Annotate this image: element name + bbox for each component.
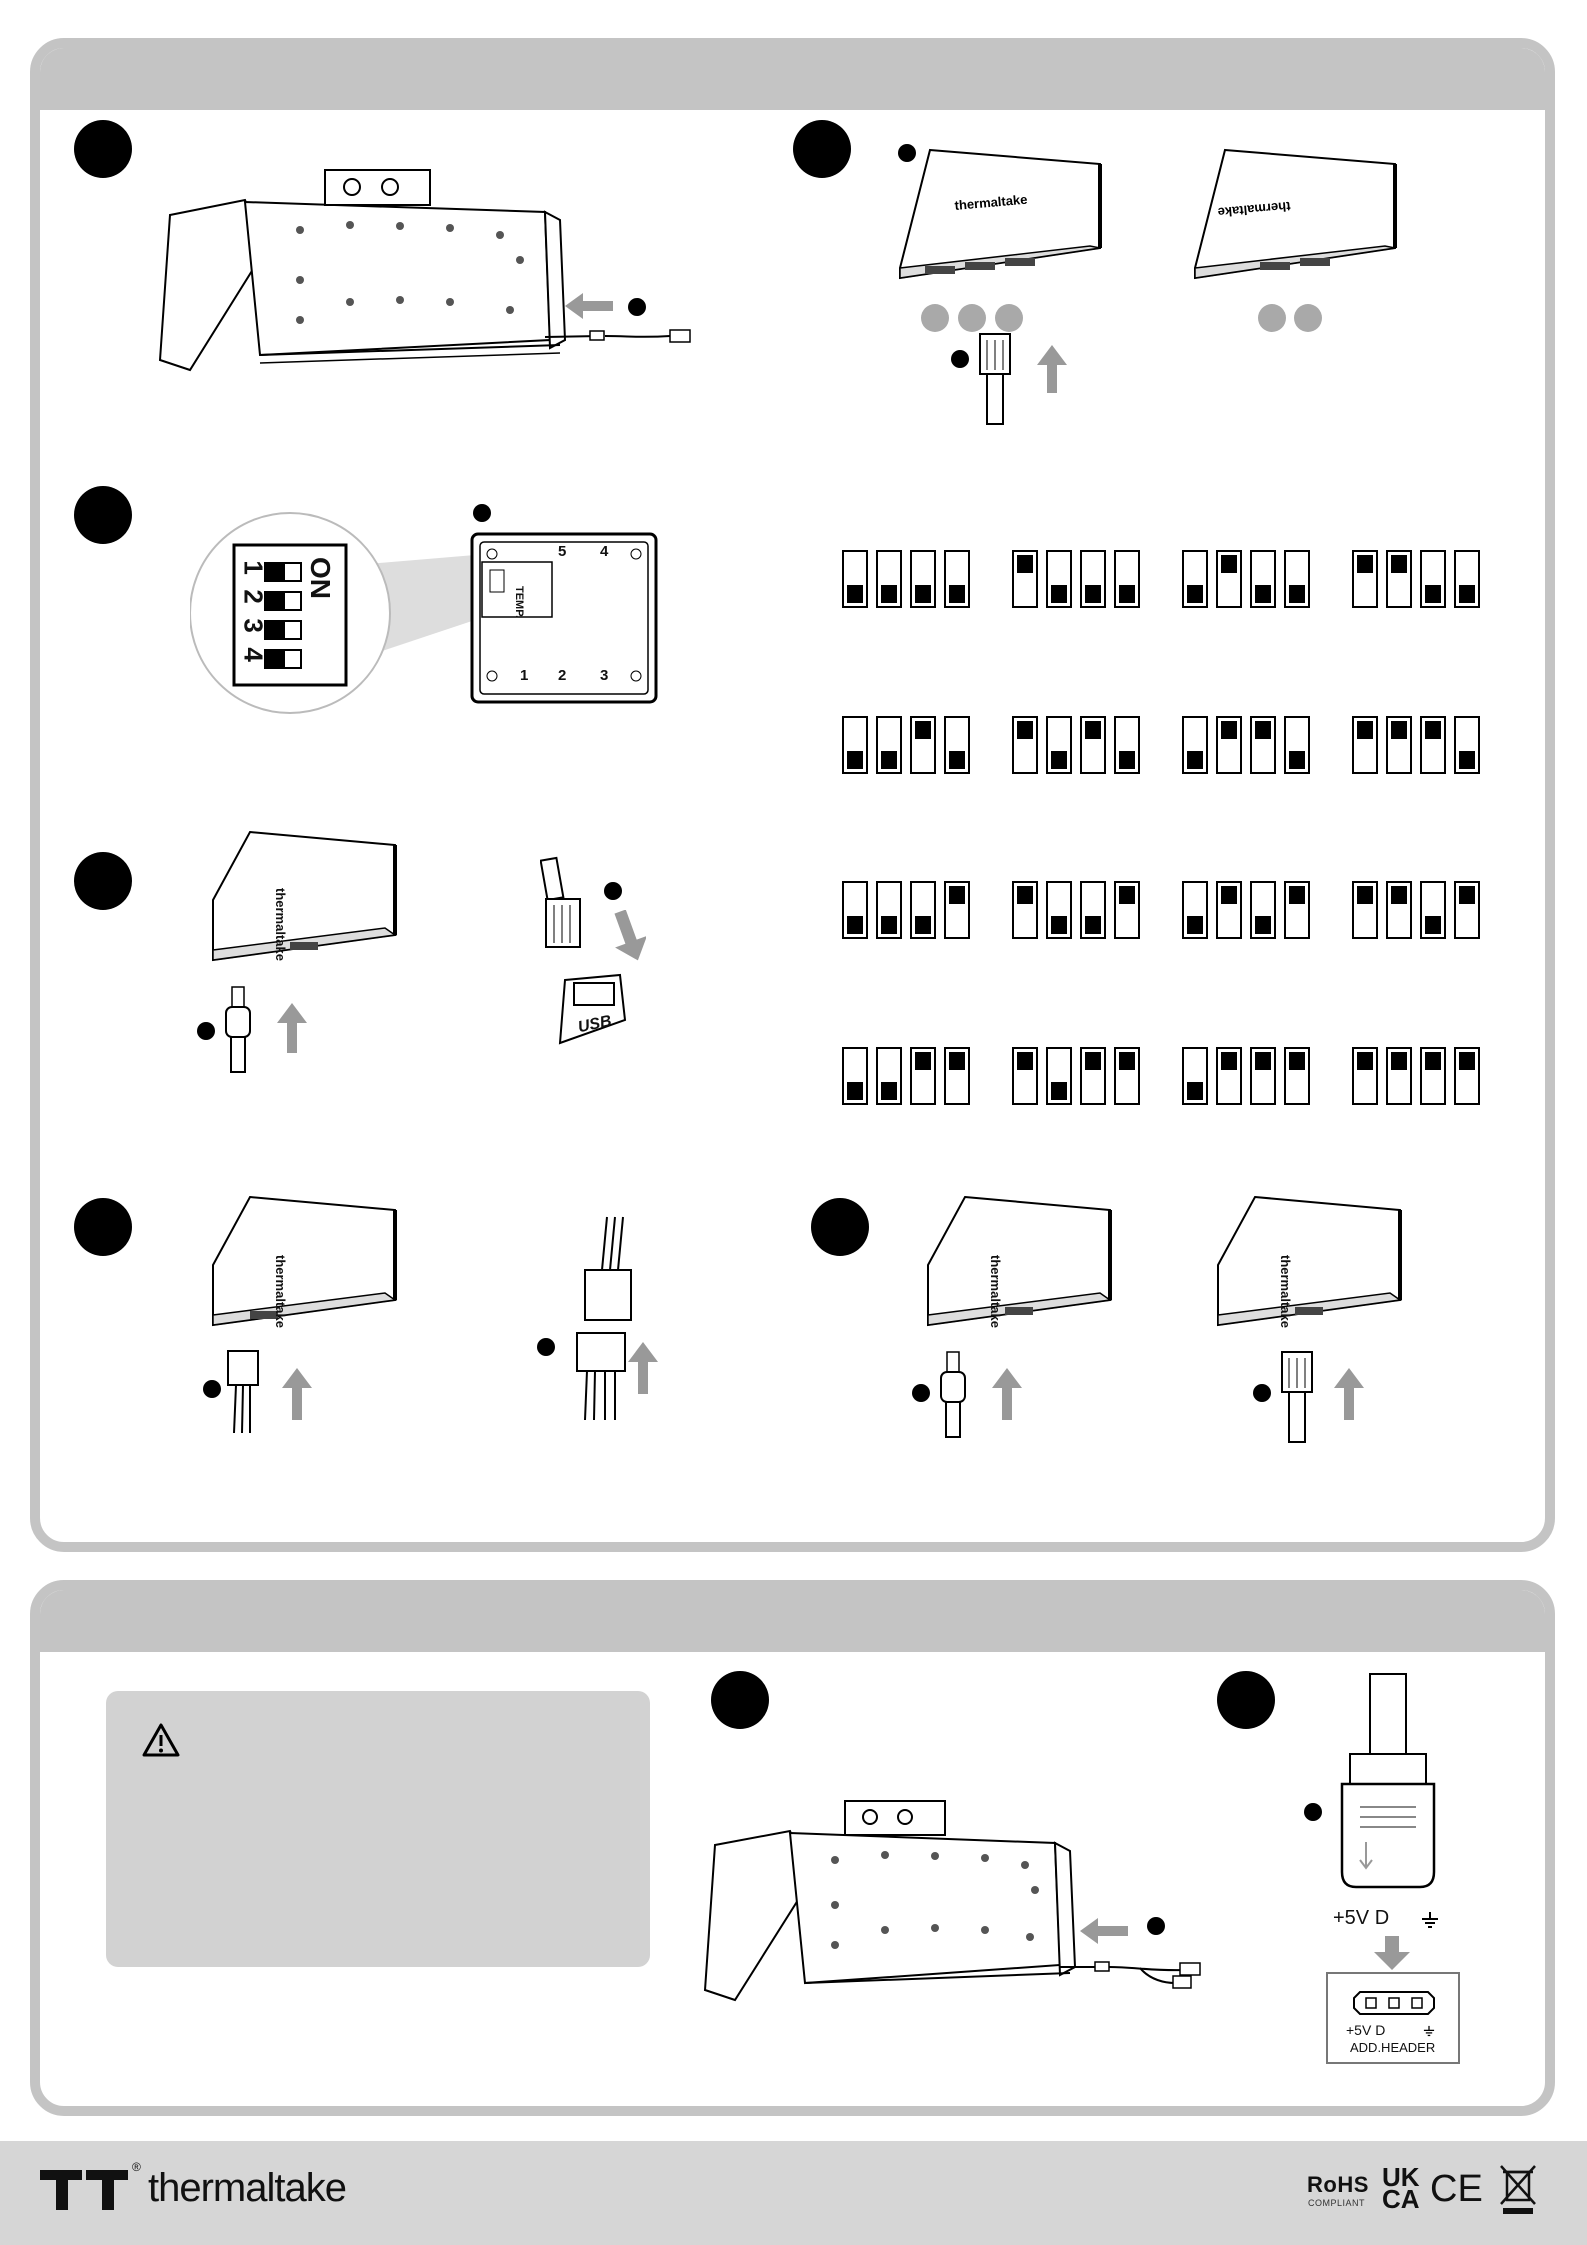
dip-switch-3-off <box>910 881 936 939</box>
warning-icon <box>141 1722 181 1758</box>
dip-switch-knob <box>949 1052 965 1070</box>
warning-box <box>106 1691 650 1967</box>
dip-switch-3-off <box>1250 550 1276 608</box>
dip-switch-2-on <box>1386 1047 1412 1105</box>
callout-dot <box>1147 1917 1165 1935</box>
switch-number-2: 2 <box>238 589 269 604</box>
usb-micro-cable-illustration <box>933 1350 973 1440</box>
port-indicator-dot <box>1294 304 1322 332</box>
dip-switch-knob <box>1459 585 1475 603</box>
board-label-1: 1 <box>520 667 529 684</box>
dip-switch-knob <box>1017 886 1033 904</box>
controller-brand-text: thermaltake <box>953 191 1028 213</box>
dip-switch-knob <box>915 916 931 934</box>
dip-switch-knob <box>1017 555 1033 573</box>
dip-switch-knob <box>915 721 931 739</box>
dip-switch-magnified <box>238 555 338 673</box>
label-5v: +5V D <box>1333 1907 1390 1929</box>
dip-switch-3-on <box>1250 716 1276 774</box>
controller-fan-illustration <box>1215 1195 1405 1355</box>
dip-switch-knob <box>1425 916 1441 934</box>
dip-switch-2-off <box>876 716 902 774</box>
step-marker-5 <box>74 1198 132 1256</box>
dip-switch-3-on <box>910 1047 936 1105</box>
dip-switch-knob <box>1017 721 1033 739</box>
dip-switch-4-on <box>944 1047 970 1105</box>
dip-switch-1-off <box>1182 550 1208 608</box>
dip-switch-2-on <box>1386 550 1412 608</box>
dip-combination-5 <box>842 716 970 774</box>
controller-brand-text: thermaltake <box>1278 1255 1293 1328</box>
dip-switch-knob <box>847 585 863 603</box>
dip-switch-knob <box>915 585 931 603</box>
dip-switch-knob <box>847 916 863 934</box>
dip-switch-3-off <box>1420 881 1446 939</box>
dip-switch-knob <box>1391 555 1407 573</box>
dip-combination-10 <box>1012 881 1140 939</box>
dip-switch-1-off <box>842 550 868 608</box>
dip-switch-4-on <box>1454 881 1480 939</box>
rohs-compliant-text: COMPLIANT <box>1308 2198 1366 2208</box>
dip-switch-4-on <box>1284 1047 1310 1105</box>
controller-brand-text: thermaltake <box>273 888 288 961</box>
dip-switch-knob <box>1391 886 1407 904</box>
temp-label: TEMP. <box>513 586 525 619</box>
dip-switch-knob <box>847 751 863 769</box>
dip-switch-4-on <box>1114 1047 1140 1105</box>
dip-switch-3-on <box>1080 1047 1106 1105</box>
step-marker-7 <box>711 1671 769 1729</box>
header-pins-icon <box>1352 1988 1436 2018</box>
dip-switch-1-on <box>1012 716 1038 774</box>
dip-switch-knob <box>1119 585 1135 603</box>
dip-switch-knob <box>1459 751 1475 769</box>
dip-switch-knob <box>1459 886 1475 904</box>
dip-switch-2-on <box>1216 881 1242 939</box>
gpu-waterblock-argb-illustration <box>695 1795 1235 2015</box>
rohs-mark: RoHS <box>1307 2172 1369 2197</box>
dip-switch-1-on <box>1352 1047 1378 1105</box>
thermaltake-logo-icon <box>38 2168 130 2212</box>
dip-switch-knob <box>1357 1052 1373 1070</box>
dip-switch-1-on <box>1352 716 1378 774</box>
dip-switch-knob <box>1085 721 1101 739</box>
port-indicator-dot <box>958 304 986 332</box>
dip-switch-knob <box>1289 751 1305 769</box>
dip-switch-4-off <box>944 550 970 608</box>
dip-switch-3-off <box>910 550 936 608</box>
controller-front-illustration <box>895 148 1110 288</box>
dip-switch-3-on <box>1420 1047 1446 1105</box>
dip-combination-13 <box>842 1047 970 1105</box>
step-marker-2 <box>793 120 851 178</box>
dip-switch-3-off <box>1420 550 1446 608</box>
dip-combination-1 <box>842 550 970 608</box>
dip-switch-1-on <box>1012 1047 1038 1105</box>
dip-switch-2-off <box>1046 716 1072 774</box>
callout-dot <box>203 1380 221 1398</box>
callout-dot <box>912 1384 930 1402</box>
callout-dot <box>197 1022 215 1040</box>
switch-number-1: 1 <box>238 560 269 575</box>
dip-switch-knob <box>1187 1082 1203 1100</box>
controller-brand-text: thermaltake <box>273 1255 288 1328</box>
dip-switch-knob <box>1357 886 1373 904</box>
dip-switch-4-off <box>1114 716 1140 774</box>
dip-combination-6 <box>1012 716 1140 774</box>
arrow-down-icon <box>612 910 646 962</box>
dip-switch-knob <box>1051 751 1067 769</box>
dip-switch-1-on <box>1012 550 1038 608</box>
dip-switch-2-off <box>876 550 902 608</box>
dip-switch-knob <box>1187 751 1203 769</box>
dip-switch-knob <box>1051 916 1067 934</box>
dip-combination-8 <box>1352 716 1480 774</box>
step-marker-6 <box>811 1198 869 1256</box>
fan-connector-illustration <box>975 332 1015 427</box>
dip-switch-1-on <box>1352 881 1378 939</box>
callout-dot <box>604 882 622 900</box>
dip-switch-3-on <box>1420 716 1446 774</box>
dip-combination-9 <box>842 881 970 939</box>
dip-combination-15 <box>1182 1047 1310 1105</box>
dip-combination-12 <box>1352 881 1480 939</box>
dip-switch-3-on <box>1250 1047 1276 1105</box>
dip-switch-3-on <box>1080 716 1106 774</box>
dip-switch-knob <box>1051 585 1067 603</box>
dip-switch-knob <box>1187 916 1203 934</box>
dip-switch-3-off <box>1080 550 1106 608</box>
dip-switch-1-off <box>1182 716 1208 774</box>
dip-switch-2-off <box>1046 1047 1072 1105</box>
dip-combination-16 <box>1352 1047 1480 1105</box>
port-indicator-dot <box>921 304 949 332</box>
dip-switch-knob <box>1085 585 1101 603</box>
dip-switch-knob <box>881 1082 897 1100</box>
step-marker-1 <box>74 120 132 178</box>
dip-switch-4-on <box>1454 1047 1480 1105</box>
controller-rear-illustration <box>1190 148 1405 288</box>
dip-switch-2-on <box>1216 1047 1242 1105</box>
dip-switch-knob <box>1119 1052 1135 1070</box>
board-label-5: 5 <box>558 543 567 560</box>
controller-usb-illustration <box>210 830 400 990</box>
arrow-up-icon <box>992 1368 1022 1420</box>
dip-switch-4-off <box>1114 550 1140 608</box>
dip-switch-4-off <box>1454 550 1480 608</box>
step-marker-3 <box>74 486 132 544</box>
ukca-mark: UK CA <box>1382 2162 1420 2214</box>
dip-switch-knob <box>1221 555 1237 573</box>
panel-header-bar <box>40 1590 1545 1652</box>
dip-switch-4-on <box>1284 881 1310 939</box>
dip-switch-knob <box>1085 1052 1101 1070</box>
dip-switch-knob <box>1255 585 1271 603</box>
header-label: ADD.HEADER <box>1350 2040 1436 2055</box>
ground-icon <box>1422 2024 1436 2038</box>
dip-switch-knob <box>1221 1052 1237 1070</box>
arrow-up-icon <box>1037 345 1067 393</box>
dip-switch-knob <box>1357 555 1373 573</box>
dip-switch-2-on <box>1386 881 1412 939</box>
dip-switch-4-off <box>1284 716 1310 774</box>
panel-header-bar <box>40 48 1545 110</box>
dip-switch-1-off <box>842 716 868 774</box>
dip-combination-2 <box>1012 550 1140 608</box>
dip-switch-knob <box>1459 1052 1475 1070</box>
ce-mark: CE <box>1430 2168 1483 2210</box>
step-marker-4 <box>74 852 132 910</box>
dip-switch-3-off <box>1080 881 1106 939</box>
dip-switch-1-off <box>1182 881 1208 939</box>
board-label-3: 3 <box>600 667 609 684</box>
dip-switch-2-off <box>1046 881 1072 939</box>
switch-number-3: 3 <box>238 618 269 633</box>
ground-icon <box>1419 1910 1441 1930</box>
arrow-left-icon <box>1080 1918 1128 1944</box>
board-label-2: 2 <box>558 667 567 684</box>
controller-brand-text-rotated: thermaltake <box>1217 198 1292 221</box>
dip-switch-2-off <box>876 1047 902 1105</box>
header-pins-label: +5V D <box>1346 2022 1386 2038</box>
dip-switch-1-off <box>842 881 868 939</box>
dip-switch-1-off <box>842 1047 868 1105</box>
dip-switch-knob <box>949 585 965 603</box>
dip-switch-4-off <box>1284 550 1310 608</box>
arrow-up-icon <box>1334 1368 1364 1420</box>
dip-combination-7 <box>1182 716 1310 774</box>
dip-switch-2-off <box>1046 550 1072 608</box>
board-label-4: 4 <box>600 543 609 560</box>
dip-switch-knob <box>1085 916 1101 934</box>
port-indicator-dot <box>995 304 1023 332</box>
on-label: ON <box>305 557 336 599</box>
dip-switch-knob <box>1221 886 1237 904</box>
dip-switch-knob <box>1289 585 1305 603</box>
dip-switch-knob <box>949 886 965 904</box>
arrow-up-icon <box>628 1342 658 1394</box>
dip-switch-4-on <box>1114 881 1140 939</box>
dip-switch-knob <box>1119 886 1135 904</box>
dip-switch-knob <box>1255 1052 1271 1070</box>
dip-switch-2-on <box>1216 716 1242 774</box>
callout-dot <box>628 298 646 316</box>
dip-switch-1-on <box>1352 550 1378 608</box>
dip-switch-1-off <box>1182 1047 1208 1105</box>
dip-switch-knob <box>1289 1052 1305 1070</box>
dip-switch-knob <box>1017 1052 1033 1070</box>
dip-switch-knob <box>1289 886 1305 904</box>
dip-switch-knob <box>847 1082 863 1100</box>
controller-brand-text: thermaltake <box>988 1255 1003 1328</box>
dip-switch-4-off <box>1454 716 1480 774</box>
callout-dot <box>537 1338 555 1356</box>
dip-switch-knob <box>1051 1082 1067 1100</box>
dip-switch-2-on <box>1216 550 1242 608</box>
dip-combination-11 <box>1182 881 1310 939</box>
dip-combination-14 <box>1012 1047 1140 1105</box>
controller-power-illustration <box>210 1195 400 1355</box>
usb-micro-cable-illustration <box>218 985 258 1075</box>
registered-mark: ® <box>132 2160 141 2174</box>
arrow-up-icon <box>282 1368 312 1420</box>
dip-switch-4-off <box>944 716 970 774</box>
fan-connector-illustration <box>1277 1350 1317 1445</box>
dip-switch-knob <box>1187 585 1203 603</box>
dip-switch-knob <box>1255 721 1271 739</box>
arrow-down-icon <box>1374 1936 1410 1970</box>
arrow-up-icon <box>277 1003 307 1053</box>
gpu-waterblock-illustration <box>150 160 710 390</box>
dip-switch-1-on <box>1012 881 1038 939</box>
dip-switch-knob <box>1357 721 1373 739</box>
switch-number-4: 4 <box>238 647 269 662</box>
controller-usb-illustration-2 <box>925 1195 1115 1355</box>
footer-brand-name: thermaltake <box>148 2166 346 2210</box>
dip-switch-4-on <box>944 881 970 939</box>
argb-connector-illustration <box>1330 1672 1450 1902</box>
dip-switch-2-off <box>876 881 902 939</box>
dip-switch-knob <box>1391 721 1407 739</box>
usb-label: USB <box>576 1012 614 1037</box>
arrow-left-icon <box>565 293 613 319</box>
dip-switch-knob <box>949 751 965 769</box>
dip-switch-knob <box>1425 585 1441 603</box>
dip-switch-knob <box>881 916 897 934</box>
dip-switch-knob <box>881 585 897 603</box>
power-connector-illustration <box>222 1345 264 1435</box>
callout-dot <box>1304 1803 1322 1821</box>
dip-switch-2-on <box>1386 716 1412 774</box>
step-marker-8 <box>1217 1671 1275 1729</box>
dip-switch-knob <box>915 1052 931 1070</box>
callout-dot <box>951 350 969 368</box>
port-indicator-dot <box>1258 304 1286 332</box>
dip-switch-3-off <box>1250 881 1276 939</box>
dip-switch-3-on <box>910 716 936 774</box>
dip-switch-knob <box>1425 721 1441 739</box>
dip-switch-knob <box>1255 916 1271 934</box>
weee-bin-icon <box>1497 2162 1539 2216</box>
dip-combination-3 <box>1182 550 1310 608</box>
dip-switch-knob <box>1221 721 1237 739</box>
dip-switch-knob <box>1119 751 1135 769</box>
dip-switch-knob <box>1391 1052 1407 1070</box>
dip-switch-combination-grid <box>842 550 1502 1110</box>
dip-switch-knob <box>1425 1052 1441 1070</box>
dip-combination-4 <box>1352 550 1480 608</box>
add-header-box <box>1326 1972 1460 2064</box>
dip-switch-knob <box>881 751 897 769</box>
callout-dot <box>1253 1384 1271 1402</box>
